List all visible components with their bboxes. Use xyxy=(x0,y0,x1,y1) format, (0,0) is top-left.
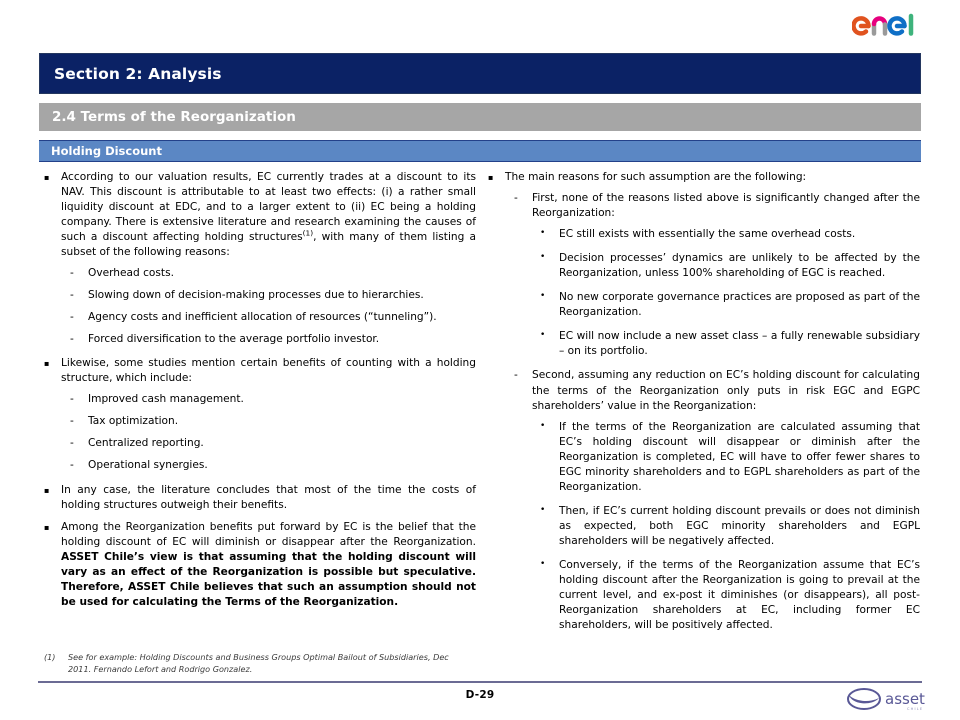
section-header-bar xyxy=(39,53,921,94)
list-item-text: EC still exists with essentially the same overhead costs. xyxy=(559,228,856,241)
content-columns xyxy=(44,170,920,640)
list-item-text: The main reasons for such assumption are the following: xyxy=(505,171,807,183)
right-column xyxy=(488,170,920,640)
left-column xyxy=(44,170,476,640)
list-item xyxy=(488,170,920,185)
list-item xyxy=(70,392,476,407)
list-item-text: Forced diversification to the average portfolio investor. xyxy=(88,333,380,346)
list-item xyxy=(70,458,476,473)
list-item xyxy=(44,356,476,386)
section-title: Section 2: Analysis xyxy=(54,64,222,83)
footnote-number: (1) xyxy=(44,652,56,662)
bullet-marker: - xyxy=(70,415,74,428)
list-item xyxy=(540,329,920,359)
bullet-marker: - xyxy=(70,437,74,450)
list-spacer xyxy=(488,549,920,558)
subsection-title: 2.4 Terms of the Reorganization xyxy=(52,109,296,125)
bullet-marker: ▪ xyxy=(488,173,494,182)
list-item xyxy=(70,288,476,303)
list-item-text: If the terms of the Reorganization are calculated assuming that EC’s holding discount will disappear or diminish after the Reorganization is completed, EC will have to offer fewer shares to EGC minority shareholders and to EGPL shareholders as part of the Reorganization. xyxy=(559,420,920,493)
bullet-marker: - xyxy=(70,333,74,346)
bullet-marker: • xyxy=(540,228,546,239)
list-item-text: Agency costs and inefficient allocation of resources (“tunneling”). xyxy=(88,311,437,324)
list-item-text: In any case, the literature concludes that most of the time the costs of holding structures outweigh their benefits. xyxy=(61,483,476,511)
bullet-marker: • xyxy=(540,252,546,263)
list-item xyxy=(540,504,920,549)
list-item xyxy=(70,414,476,429)
svg-text:asset: asset xyxy=(885,690,925,708)
list-item xyxy=(514,191,920,221)
list-spacer xyxy=(488,359,920,368)
bullet-marker: ▪ xyxy=(44,485,50,495)
list-spacer xyxy=(488,242,920,251)
list-item-text: Centralized reporting. xyxy=(88,437,204,450)
enel-logo xyxy=(852,11,926,41)
list-item-text: Then, if EC’s current holding discount prevails or does not diminish as expected, both EGC minority shareholders and EGPL shareholders will be negatively affected. xyxy=(559,504,920,547)
bullet-marker: - xyxy=(70,267,74,280)
list-item-text: Operational synergies. xyxy=(88,459,208,472)
list-item-text: Decision processes’ dynamics are unlikely to be affected by the Reorganization, unless 100% shareholding of EGC is reached. xyxy=(559,252,920,280)
list-spacer xyxy=(488,281,920,290)
bullet-marker: - xyxy=(70,459,74,472)
topic-title: Holding Discount xyxy=(51,144,162,158)
list-item xyxy=(70,310,476,325)
list-spacer xyxy=(44,474,476,483)
bullet-marker: • xyxy=(540,504,546,515)
bullet-marker: ▪ xyxy=(44,522,50,532)
bullet-marker: - xyxy=(514,192,518,205)
list-item-text: Improved cash management. xyxy=(88,393,244,406)
list-item-text: Conversely, if the terms of the Reorganization assume that EC’s holding discount after the Reorganization is going to prevail at the current level, and ex-post it diminishes (or disappears), all post-Reorganization shareholders at EC, including former EC shareholders, will be positively affected. xyxy=(559,558,920,631)
bullet-marker: ▪ xyxy=(44,359,50,369)
list-item-text: EC will now include a new asset class – a fully renewable subsidiary – on its portfolio. xyxy=(559,330,920,358)
list-item-text: First, none of the reasons listed above is significantly changed after the Reorganization: xyxy=(532,192,920,220)
list-item xyxy=(540,227,920,242)
list-spacer xyxy=(488,495,920,504)
list-spacer xyxy=(44,347,476,356)
bullet-marker: - xyxy=(514,369,518,382)
list-spacer xyxy=(488,320,920,329)
list-item-text: Second, assuming any reduction on EC’s holding discount for calculating the terms of the Reorganization only puts in risk EGC and EGPC shareholders’ value in the Reorganization: xyxy=(532,369,920,412)
bullet-marker: • xyxy=(540,291,546,302)
topic-header-bar xyxy=(39,140,921,162)
bullet-marker: • xyxy=(540,330,546,341)
list-item-text: According to our valuation results, EC currently trades at a discount to its NAV. This discount is attributable to at least two effects: (i) a rather small liquidity discount at EDC, and to a larger extent to (ii) EC being a holding company. There is extensive literature and research examining the causes of such a discount affecting holding structures$^{(1)}$, with many of them listing a subset of the following reasons: xyxy=(61,171,476,259)
bullet-marker: • xyxy=(540,420,546,431)
list-item xyxy=(44,520,476,610)
list-item xyxy=(70,266,476,281)
list-item-text: Likewise, some studies mention certain benefits of counting with a holding structure, which include: xyxy=(61,357,476,385)
list-item xyxy=(540,558,920,633)
list-item xyxy=(70,436,476,451)
footnote xyxy=(44,652,474,675)
list-item xyxy=(540,290,920,320)
list-item-text: Overhead costs. xyxy=(88,267,174,280)
asset-chile-logo xyxy=(843,684,947,714)
footnote-text: See for example: Holding Discounts and Business Groups Optimal Bailout of Subsidiaries, Dec 2011. Fernando Lefort and Rodrigo Gonzalez. xyxy=(68,652,449,674)
bullet-marker: - xyxy=(70,393,74,406)
list-item-text: Among the Reorganization benefits put forward by EC is the belief that the holding discount of EC will diminish or disappear after the Reorganization. ASSET Chile’s view is that assuming that the holding discount will vary as an effect of the Reorganization is possible but speculative. Therefore, ASSET Chile believes that such an assumption should not be used for calculating the Terms of the Reorganization. xyxy=(61,520,476,608)
page-number: D-29 xyxy=(465,689,495,701)
list-item-text: Tax optimization. xyxy=(88,415,179,428)
list-item xyxy=(44,483,476,513)
list-item xyxy=(540,251,920,281)
list-item-text: Slowing down of decision-making processes due to hierarchies. xyxy=(88,289,424,302)
footer-divider xyxy=(38,681,922,683)
list-item xyxy=(540,420,920,495)
subsection-header-bar xyxy=(39,103,921,131)
svg-text:CHILE: CHILE xyxy=(907,707,924,711)
list-item-text: No new corporate governance practices are proposed as part of the Reorganization. xyxy=(559,291,920,319)
bullet-marker: - xyxy=(70,311,74,324)
bullet-marker: ▪ xyxy=(44,173,50,182)
bullet-marker: • xyxy=(540,558,546,569)
list-item xyxy=(70,332,476,347)
bullet-marker: - xyxy=(70,289,74,302)
list-item xyxy=(514,368,920,413)
list-item xyxy=(44,170,476,260)
